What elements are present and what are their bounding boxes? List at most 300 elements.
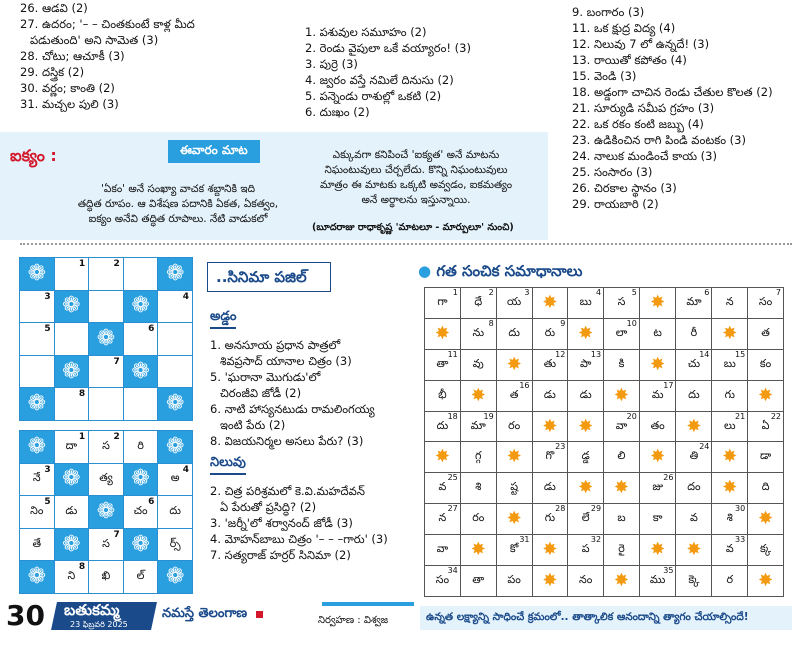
solution-cell — [748, 411, 784, 442]
solution-cell — [568, 288, 604, 319]
down-heading: నిలువు — [210, 455, 246, 475]
cell-letter: ఖి — [101, 569, 111, 583]
answer-cell — [20, 496, 55, 529]
solution-letter: చు — [687, 356, 700, 370]
solution-cell — [748, 442, 784, 473]
flower-icon: ❁ — [131, 293, 150, 319]
sun-icon: ✸ — [650, 291, 666, 313]
clue-line: శివప్రసాద్ యానాల చిత్రం (3) — [220, 354, 352, 368]
clue-line: 26. ఆడవి (2) — [20, 1, 88, 15]
cell-letter: అ — [170, 471, 180, 485]
bullet-icon: ● — [418, 262, 432, 280]
grid-cell[interactable] — [123, 323, 158, 356]
magazine-name: బతుకమ్మ — [64, 601, 120, 619]
solution-cell — [496, 288, 532, 319]
sun-icon: ✸ — [470, 539, 486, 561]
solution-letter: డ్డ — [581, 449, 590, 463]
cell-letter: నిం — [30, 503, 44, 517]
cinema-title: ..సినిమా పజిల్ — [216, 268, 307, 286]
solution-letter: త — [761, 325, 770, 339]
grid-cell[interactable] — [158, 355, 193, 388]
solution-cell — [460, 411, 496, 442]
solution-number: 10 — [626, 318, 637, 328]
word-credit: (బూదరాజు రాధాకృష్ణ 'మాటలూ - మార్పులూ' నుంచి) — [312, 222, 514, 233]
word-text-line: నిఘంటువులు చేర్చలేదు. కొన్ని నిఘంటువులు — [324, 164, 508, 176]
solution-cell — [604, 380, 640, 411]
solution-letter: బ — [617, 511, 626, 525]
solution-number: 32 — [590, 535, 602, 545]
answers-title-text: గత సంచిక సమాధానాలు — [436, 262, 583, 280]
cell-letter: దా — [65, 438, 78, 452]
grid-cell[interactable] — [89, 258, 124, 291]
sun-icon: ✸ — [578, 477, 594, 499]
clue-line: 29. దస్త్రిక (2) — [20, 65, 85, 79]
grid-cell[interactable] — [123, 388, 158, 421]
cinema-clues — [210, 305, 388, 563]
answer-cell — [20, 431, 55, 464]
solution-cell — [676, 288, 712, 319]
cinema-answer-grid — [19, 430, 193, 594]
solution-cell — [460, 504, 496, 535]
flower-icon: ❁ — [96, 498, 116, 524]
solution-letter: ప — [581, 542, 590, 556]
sun-icon: ✸ — [470, 384, 486, 406]
solution-cell — [604, 504, 640, 535]
solution-cell — [425, 349, 461, 380]
solution-cell — [496, 566, 532, 597]
grid-cell[interactable] — [158, 388, 193, 421]
clue-number: 4 — [182, 291, 189, 302]
solution-number: 4 — [595, 288, 602, 297]
solution-letter: దు — [508, 325, 520, 339]
solution-cell — [460, 473, 496, 504]
clue-line: 29. రాయబారి (2) — [572, 197, 659, 211]
clue-number: 8 — [78, 562, 86, 573]
clue-number: 3 — [44, 464, 51, 475]
solution-letter: మ — [651, 387, 664, 401]
clue-line: 8. విజయనిర్మల అసలు పేరు? (3) — [210, 434, 364, 448]
clue-line: 3. పుర్రె (3) — [305, 57, 358, 71]
solution-letter: భీ — [438, 387, 447, 401]
grid-cell[interactable] — [89, 355, 124, 388]
solution-cell — [568, 318, 604, 349]
clue-line: 18. అడ్డంగా చాచిన రెండు చేతుల కొలత (2) — [572, 85, 773, 99]
solution-letter: వు — [472, 356, 484, 370]
solution-cell — [532, 411, 568, 442]
solution-number: 22 — [770, 411, 781, 421]
solution-cell — [425, 535, 461, 566]
solution-letter: డు — [543, 480, 556, 494]
solution-cell — [532, 288, 568, 319]
solution-letter: గా — [437, 294, 448, 308]
flower-icon: ❁ — [165, 564, 185, 590]
solution-cell — [425, 411, 461, 442]
solution-cell — [604, 473, 640, 504]
flower-icon: ❁ — [131, 531, 150, 557]
solution-letter: జు — [652, 480, 663, 494]
slogan: ఉన్నత లక్ష్యాన్ని సాధించే క్రమంలో.. తాత్కాలిక ఆనందాన్ని త్యాగం చేయాల్సిందే! — [420, 606, 792, 630]
flower-icon: ❁ — [62, 358, 81, 384]
solution-letter: దు — [436, 418, 449, 432]
grid-cell[interactable] — [89, 388, 124, 421]
right-clues — [572, 4, 773, 212]
solution-letter: పా — [580, 356, 592, 370]
solution-letter: నం — [579, 573, 593, 586]
solution-cell — [748, 535, 784, 566]
answer-cell — [54, 561, 89, 594]
solution-cell — [460, 535, 496, 566]
clue-line: 1. పశువుల సమూహం (2) — [305, 25, 427, 39]
solution-cell — [532, 442, 568, 473]
flower-icon: ❁ — [27, 564, 47, 590]
solution-cell — [532, 318, 568, 349]
solution-number: 34 — [447, 566, 458, 576]
answer-cell — [158, 463, 193, 496]
clue-line: 5. పన్నెండు రాశుల్లో ఒకటి (2) — [305, 89, 442, 103]
solution-letter: డా — [759, 449, 772, 463]
solution-letter: రం — [472, 511, 485, 525]
grid-cell[interactable] — [123, 258, 158, 291]
solution-cell — [496, 380, 532, 411]
answer-cell — [54, 463, 89, 496]
answer-cell — [123, 496, 158, 529]
solution-number: 17 — [663, 380, 674, 390]
solution-cell — [532, 349, 568, 380]
solution-letter: క్క — [760, 542, 772, 556]
sun-icon: ✸ — [613, 384, 630, 406]
solution-letter: రై — [618, 542, 625, 556]
cell-letter: స — [102, 438, 110, 452]
solution-cell — [639, 442, 676, 473]
solution-cell — [676, 411, 712, 442]
solution-letter: వ — [725, 542, 734, 556]
solution-letter: త — [509, 387, 519, 401]
solution-cell — [496, 504, 532, 535]
solution-letter: ను — [472, 325, 485, 339]
grid-cell[interactable] — [89, 323, 124, 356]
cell-letter: దు — [169, 503, 181, 517]
solution-number: 6 — [704, 288, 710, 297]
solution-letter: గ్గ — [475, 449, 482, 463]
solution-cell — [460, 442, 496, 473]
sun-icon: ✸ — [758, 570, 774, 591]
solution-cell — [676, 380, 712, 411]
sun-icon: ✸ — [506, 508, 522, 530]
compiler-bar — [322, 602, 414, 606]
sun-icon: ✸ — [578, 415, 594, 437]
solution-cell — [532, 473, 568, 504]
flower-icon: ❁ — [131, 466, 150, 492]
grid-cell[interactable] — [158, 323, 193, 356]
clue-line: 21. సూర్యుడి సమీప గ్రహం (3) — [572, 101, 715, 115]
grid-cell[interactable] — [54, 355, 89, 388]
word-of-week-box — [0, 132, 548, 240]
solution-cell — [639, 504, 676, 535]
solution-number: 3 — [524, 288, 530, 297]
solution-number: 2 — [488, 288, 494, 297]
solution-letter: రు — [544, 325, 556, 339]
answer-cell — [20, 463, 55, 496]
solution-letter: బు — [579, 294, 592, 308]
answer-cell — [54, 528, 89, 561]
grid-cell[interactable] — [54, 290, 89, 323]
clue-line: 27. ఉదరం; '– – చింతకుంటే కాళ్ల మీద — [20, 17, 195, 31]
sun-icon: ✸ — [434, 446, 450, 468]
solution-cell — [568, 349, 604, 380]
solution-number: 24 — [699, 442, 710, 452]
word-text-line: అనే అర్థాలను ఇస్తున్నాయి. — [361, 194, 471, 206]
sun-icon: ✸ — [650, 539, 666, 561]
answer-cell — [89, 431, 124, 464]
solution-letter: లి — [617, 449, 626, 463]
solution-letter: ము — [649, 573, 666, 586]
cell-letter: త్య — [99, 471, 113, 485]
clue-line: 22. ఒక రకం కంటి జబ్బు (4) — [572, 117, 704, 131]
sun-icon: ✸ — [542, 570, 558, 591]
clue-line: 26. చిరకాల స్థానం (3) — [572, 181, 677, 195]
solution-cell — [460, 288, 496, 319]
answer-cell — [123, 528, 158, 561]
solution-letter: తా — [472, 573, 485, 586]
solution-cell — [639, 288, 676, 319]
previous-answers-grid — [424, 287, 784, 597]
clue-number: 5 — [44, 324, 51, 335]
solution-cell — [639, 566, 676, 597]
solution-number: 18 — [447, 411, 458, 421]
solution-cell — [639, 349, 676, 380]
grid-cell[interactable] — [89, 290, 124, 323]
solution-cell — [639, 411, 676, 442]
cell-letter: రి — [137, 438, 144, 452]
solution-cell — [639, 318, 676, 349]
sun-icon: ✸ — [758, 384, 774, 406]
solution-letter: ది — [761, 480, 770, 494]
solution-cell — [604, 318, 640, 349]
clue-line: 6. దుఃఖం (2) — [305, 105, 370, 119]
solution-number: 26 — [663, 473, 674, 483]
solution-number: 19 — [483, 411, 494, 421]
solution-cell — [425, 288, 461, 319]
solution-number: 25 — [447, 473, 458, 483]
solution-letter: సం — [435, 573, 450, 586]
solution-cell — [460, 380, 496, 411]
flower-icon: ❁ — [27, 391, 47, 417]
sun-icon: ✸ — [542, 539, 558, 561]
clue-line: 5. 'ఘరానా మొగుడు'లో — [210, 370, 321, 384]
sun-icon: ✸ — [542, 415, 558, 437]
clue-line: 11. ఒక క్షుద్ర విద్య (4) — [572, 21, 676, 35]
sun-icon: ✸ — [758, 508, 774, 530]
sun-icon: ✸ — [722, 477, 738, 499]
clue-line: 2. రెండు వైపులా ఒకే వయ్యారం! (3) — [305, 41, 471, 55]
grid-cell[interactable] — [158, 258, 193, 291]
clue-number: 4 — [182, 464, 189, 475]
cell-letter: ర్స్ — [169, 536, 181, 550]
solution-cell — [604, 442, 640, 473]
solution-cell — [496, 318, 532, 349]
clue-number: 1 — [78, 259, 86, 269]
solution-letter: బు — [723, 356, 736, 370]
clue-line: ఇంటి పేరు (2) — [220, 418, 286, 432]
solution-number: 12 — [555, 349, 566, 359]
solution-cell — [532, 504, 568, 535]
grid-cell[interactable] — [20, 258, 55, 291]
grid-cell[interactable] — [20, 323, 55, 356]
solution-letter: ష్ట — [510, 480, 519, 494]
solution-letter: స — [617, 294, 626, 308]
flower-icon: ❁ — [131, 358, 150, 384]
solution-number: 9 — [560, 318, 566, 328]
cell-letter: డు — [65, 503, 78, 517]
grid-cell[interactable] — [123, 290, 158, 323]
solution-letter: ఏ — [761, 418, 770, 432]
answer-cell — [89, 528, 124, 561]
sun-icon: ✸ — [578, 322, 594, 344]
solution-cell — [604, 288, 640, 319]
solution-letter: న — [725, 294, 734, 308]
solution-cell — [748, 349, 784, 380]
newspaper-name: నమస్తే తెలంగాణ — [162, 606, 248, 621]
solution-letter: పం — [507, 573, 521, 586]
solution-letter: శి — [475, 480, 482, 494]
solution-cell — [712, 349, 748, 380]
compiler-credit: నిర్వహణ : విశ్వజ — [318, 615, 389, 626]
solution-cell — [425, 442, 461, 473]
sun-icon: ✸ — [686, 415, 702, 437]
answer-cell — [158, 496, 193, 529]
solution-cell — [425, 566, 461, 597]
sun-icon: ✸ — [434, 322, 450, 344]
solution-cell — [496, 442, 532, 473]
answer-cell — [54, 431, 89, 464]
solution-number: 16 — [519, 380, 530, 390]
answer-cell — [54, 496, 89, 529]
solution-number: 21 — [734, 411, 746, 421]
flower-icon: ❁ — [62, 293, 81, 319]
clue-number: 6 — [148, 324, 155, 335]
sun-icon: ✸ — [650, 446, 666, 468]
solution-cell — [568, 380, 604, 411]
clue-line: 4. మోహన్‌బాబు చిత్రం '– – –గారు' (3) — [210, 532, 388, 546]
solution-cell — [676, 349, 712, 380]
divider — [20, 243, 792, 247]
grid-cell[interactable] — [158, 290, 193, 323]
solution-cell — [676, 535, 712, 566]
grid-cell[interactable] — [123, 355, 158, 388]
cell-letter: ల్ — [136, 569, 145, 583]
answer-cell — [123, 561, 158, 594]
cell-letter: నే — [32, 471, 41, 485]
solution-letter: వా — [436, 542, 449, 556]
grid-cell[interactable] — [20, 290, 55, 323]
solution-cell — [425, 473, 461, 504]
solution-number: 28 — [555, 504, 566, 514]
word-text-line: ఎక్కువగా కనిపించే 'ఐక్యత' అనే మాటను — [332, 149, 500, 161]
flower-icon: ❁ — [27, 260, 47, 286]
solution-letter: శి — [726, 511, 733, 525]
solution-cell — [712, 535, 748, 566]
solution-cell — [676, 442, 712, 473]
solution-cell — [712, 504, 748, 535]
clue-number: 6 — [148, 497, 155, 508]
cinema-puzzle-grid — [19, 257, 193, 421]
solution-number: 15 — [734, 349, 746, 359]
solution-letter: మా — [470, 418, 486, 432]
solution-number: 7 — [775, 288, 781, 297]
solution-cell — [425, 318, 461, 349]
solution-letter: లే — [581, 511, 590, 525]
grid-cell[interactable] — [20, 355, 55, 388]
issue-date: 23 ఫిబ్రవరి 2025 — [70, 620, 128, 629]
solution-letter: ట — [653, 325, 662, 339]
solution-letter: తా — [436, 356, 449, 370]
solution-cell — [604, 349, 640, 380]
word-right-text — [296, 148, 536, 208]
clue-line: చిరంజీవి జోడీ (2) — [220, 386, 302, 400]
solution-cell — [532, 535, 568, 566]
solution-cell — [460, 349, 496, 380]
answer-cell — [89, 463, 124, 496]
solution-letter: లా — [615, 325, 628, 339]
sun-icon: ✸ — [722, 322, 738, 344]
grid-cell[interactable] — [20, 388, 55, 421]
answer-cell — [20, 561, 55, 594]
sun-icon: ✸ — [650, 353, 666, 375]
solution-cell — [568, 411, 604, 442]
solution-cell — [568, 535, 604, 566]
solution-number: 23 — [555, 442, 566, 452]
sun-icon: ✸ — [722, 446, 738, 468]
solution-cell — [604, 411, 640, 442]
grid-cell[interactable] — [54, 323, 89, 356]
solution-cell — [639, 535, 676, 566]
solution-number: 35 — [663, 566, 674, 576]
solution-number: 1 — [452, 288, 458, 297]
clue-number: 3 — [44, 291, 51, 302]
solution-letter: తం — [650, 418, 665, 432]
grid-cell[interactable] — [54, 258, 89, 291]
solution-number: 27 — [447, 504, 458, 514]
solution-letter: కా — [652, 511, 663, 525]
solution-number: 5 — [631, 288, 637, 297]
clue-line: 4. జ్వరం వస్తే నమిలే దినుసు (2) — [305, 73, 454, 87]
solution-cell — [676, 318, 712, 349]
clue-line: 25. సంసారం (3) — [572, 165, 653, 179]
solution-letter: న — [438, 511, 447, 525]
solution-cell — [712, 380, 748, 411]
answers-title — [418, 262, 582, 284]
grid-cell[interactable] — [54, 388, 89, 421]
answer-cell — [123, 431, 158, 464]
solution-cell — [604, 566, 640, 597]
down-clues-top — [305, 24, 471, 120]
solution-number: 29 — [590, 504, 602, 514]
solution-cell — [748, 566, 784, 597]
clue-line: 28. చోటు; ఆచూకీ (3) — [20, 49, 125, 63]
page-number: 30 — [6, 599, 45, 632]
solution-letter: రం — [508, 418, 521, 432]
solution-letter: కో — [509, 542, 519, 556]
solution-letter: సం — [758, 294, 773, 308]
solution-cell — [748, 504, 784, 535]
solution-cell — [748, 380, 784, 411]
solution-letter: వ — [438, 480, 447, 494]
word-text-line: తద్ధిత రూపం. ఆ విశేషణ పదానికి ఏకత, ఏకత్వం, — [77, 198, 279, 210]
solution-cell — [496, 473, 532, 504]
word-badge: ఈవారం మాట — [168, 140, 260, 163]
flower-icon: ❁ — [62, 531, 81, 557]
solution-number: 13 — [590, 349, 602, 359]
